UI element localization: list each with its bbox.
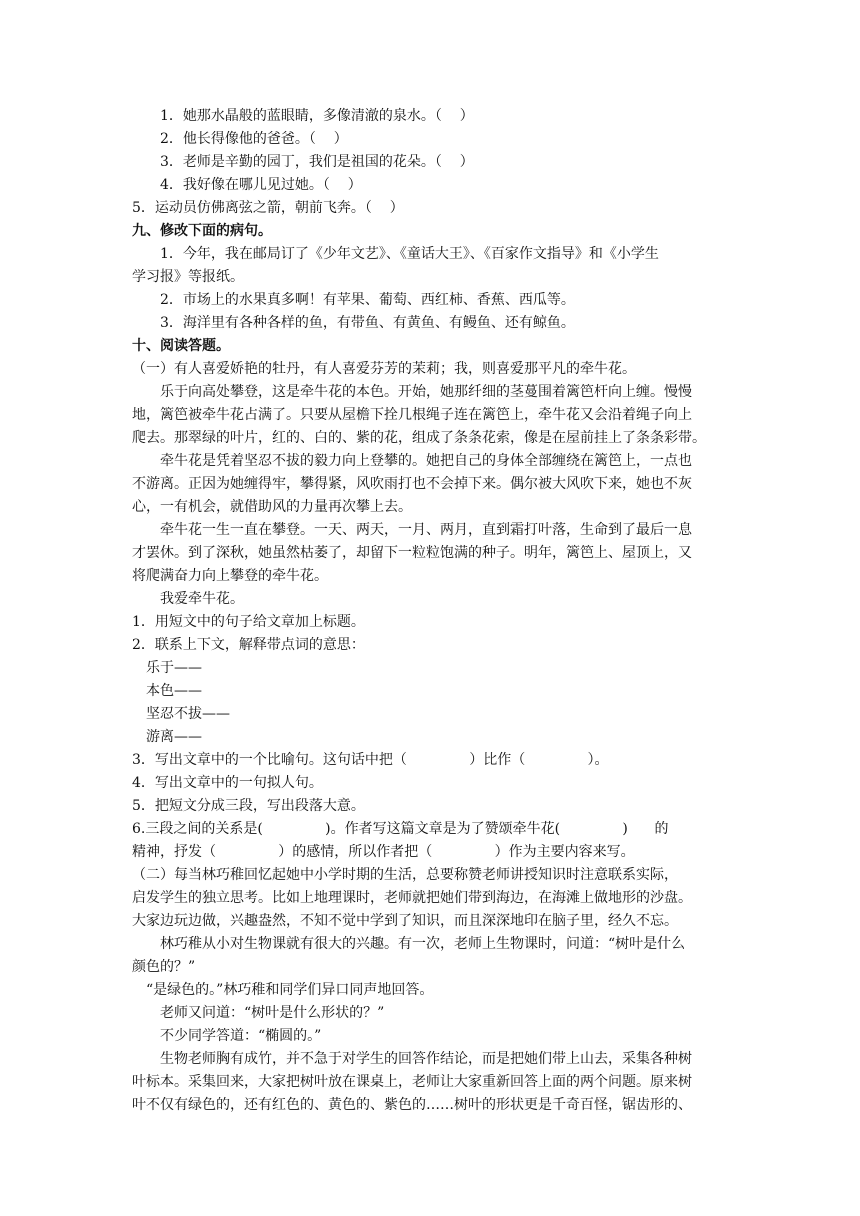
text-line: 启发学生的独立思考。比如上地理课时，老师就把她们带到海边，在海滩上做地形的沙盘。 [132,890,692,906]
question-line: 5．把短文分成三段，写出段落大意。 [132,798,365,814]
text-line: 老师又问道：“树叶是什么形状的？” [160,1005,385,1021]
question-line: 精神，抒发（ ）的感情，所以作者把（ ）作为主要内容来写。 [132,844,635,860]
section-heading: 九、修改下面的病句。 [132,223,272,239]
text-line: 爬去。那翠绿的叶片，红的、白的、紫的花，组成了条条花索，像是在屋前挂上了条条彩带。 [132,430,706,446]
text-line: 2．市场上的水果真多啊！有苹果、葡萄、西红柿、香蕉、西瓜等。 [160,292,575,308]
text-line: 心，一有机会，就借助风的力量再次攀上去。 [132,499,412,515]
text-line: 1．今年，我在邮局订了《少年文艺》、《童话大王》、《百家作文指导》和《小学生 [160,246,659,262]
text-line: 地，篱笆被牵牛花占满了。只要从屋檐下拴几根绳子连在篱笆上，牵牛花又会沿着绳子向上 [132,407,692,423]
text-line: 生物老师胸有成竹，并不急于对学生的回答作结论，而是把她们带上山去，采集各种树 [160,1051,692,1067]
text-line: 我爱牵牛花。 [160,591,244,607]
text-line: 2．他长得像他的爸爸。（ ） [160,131,348,147]
text-line: 牵牛花一生一直在攀登。一天、两天，一月、两月，直到霜打叶落，生命到了最后一息 [160,522,692,538]
text-line: 乐于向高处攀登，这是牵牛花的本色。开始，她那纤细的茎蔓围着篱笆杆向上缠。慢慢 [160,384,692,400]
text-line: 3．老师是辛勤的园丁，我们是祖国的花朵。（ ） [160,154,474,170]
section-heading: 十、阅读答题。 [132,338,230,354]
text-line: 牵牛花是凭着坚忍不拔的毅力向上登攀的。她把自己的身体全部缠绕在篱笆上，一点也 [160,453,692,469]
text-line: 才罢休。到了深秋，她虽然枯萎了，却留下一粒粒饱满的种子。明年，篱笆上、屋顶上，又 [132,545,692,561]
text-line: 3．海洋里有各种各样的鱼，有带鱼、有黄鱼、有鳗鱼、还有鲸鱼。 [160,315,575,331]
question-line: 4．写出文章中的一句拟人句。 [132,775,323,791]
text-line: 将爬满奋力向上攀登的牵牛花。 [132,568,328,584]
text-line: 叶不仅有绿色的，还有红色的、黄色的、紫色的……树叶的形状更是千奇百怪，锯齿形的、 [132,1097,692,1113]
text-line: 叶标本。采集回来，大家把树叶放在课桌上，老师让大家重新回答上面的两个问题。原来树 [132,1074,692,1090]
text-line: 1．她那水晶般的蓝眼睛，多像清澈的泉水。（ ） [160,108,474,124]
text-line: 不游离。正因为她缠得牢，攀得紧，风吹雨打也不会掉下来。偶尔被大风吹下来，她也不灰 [132,476,692,492]
question-line: 6.三段之间的关系是( )。作者写这篇文章是为了赞颂牵牛花( ) 的 [132,821,669,837]
answer-line: 本色—— [146,683,202,699]
text-line: 林巧稚从小对生物课就有很大的兴趣。有一次，老师上生物课时，问道：“树叶是什么 [160,936,686,952]
text-line: （二）每当林巧稚回忆起她中小学时期的生活，总要称赞老师讲授知识时注意联系实际， [132,867,678,883]
answer-line: 坚忍不拔—— [146,706,230,722]
text-line: 颜色的？” [132,959,196,975]
answer-line: 乐于—— [146,660,202,676]
question-line: 1．用短文中的句子给文章加上标题。 [132,614,365,630]
answer-line: 游离—— [146,729,202,745]
question-line: 2．联系上下文，解释带点词的意思： [132,637,365,653]
question-line: 3．写出文章中的一个比喻句。这句话中把（ ）比作（ ）。 [132,752,609,768]
text-line: （一）有人喜爱娇艳的牡丹，有人喜爱芬芳的茉莉；我，则喜爱那平凡的牵牛花。 [132,361,636,377]
text-line: 5．运动员仿佛离弦之箭，朝前飞奔。（ ） [132,200,404,216]
text-line: “是绿色的。”林巧稚和同学们异口同声地回答。 [146,982,434,998]
text-line: 4．我好像在哪儿见过她。（ ） [160,177,362,193]
text-line: 学习报》等报纸。 [132,269,244,285]
text-line: 不少同学答道：“椭圆的。” [160,1028,322,1044]
text-line: 大家边玩边做，兴趣盎然，不知不觉中学到了知识，而且深深地印在脑子里，经久不忘。 [132,913,678,929]
